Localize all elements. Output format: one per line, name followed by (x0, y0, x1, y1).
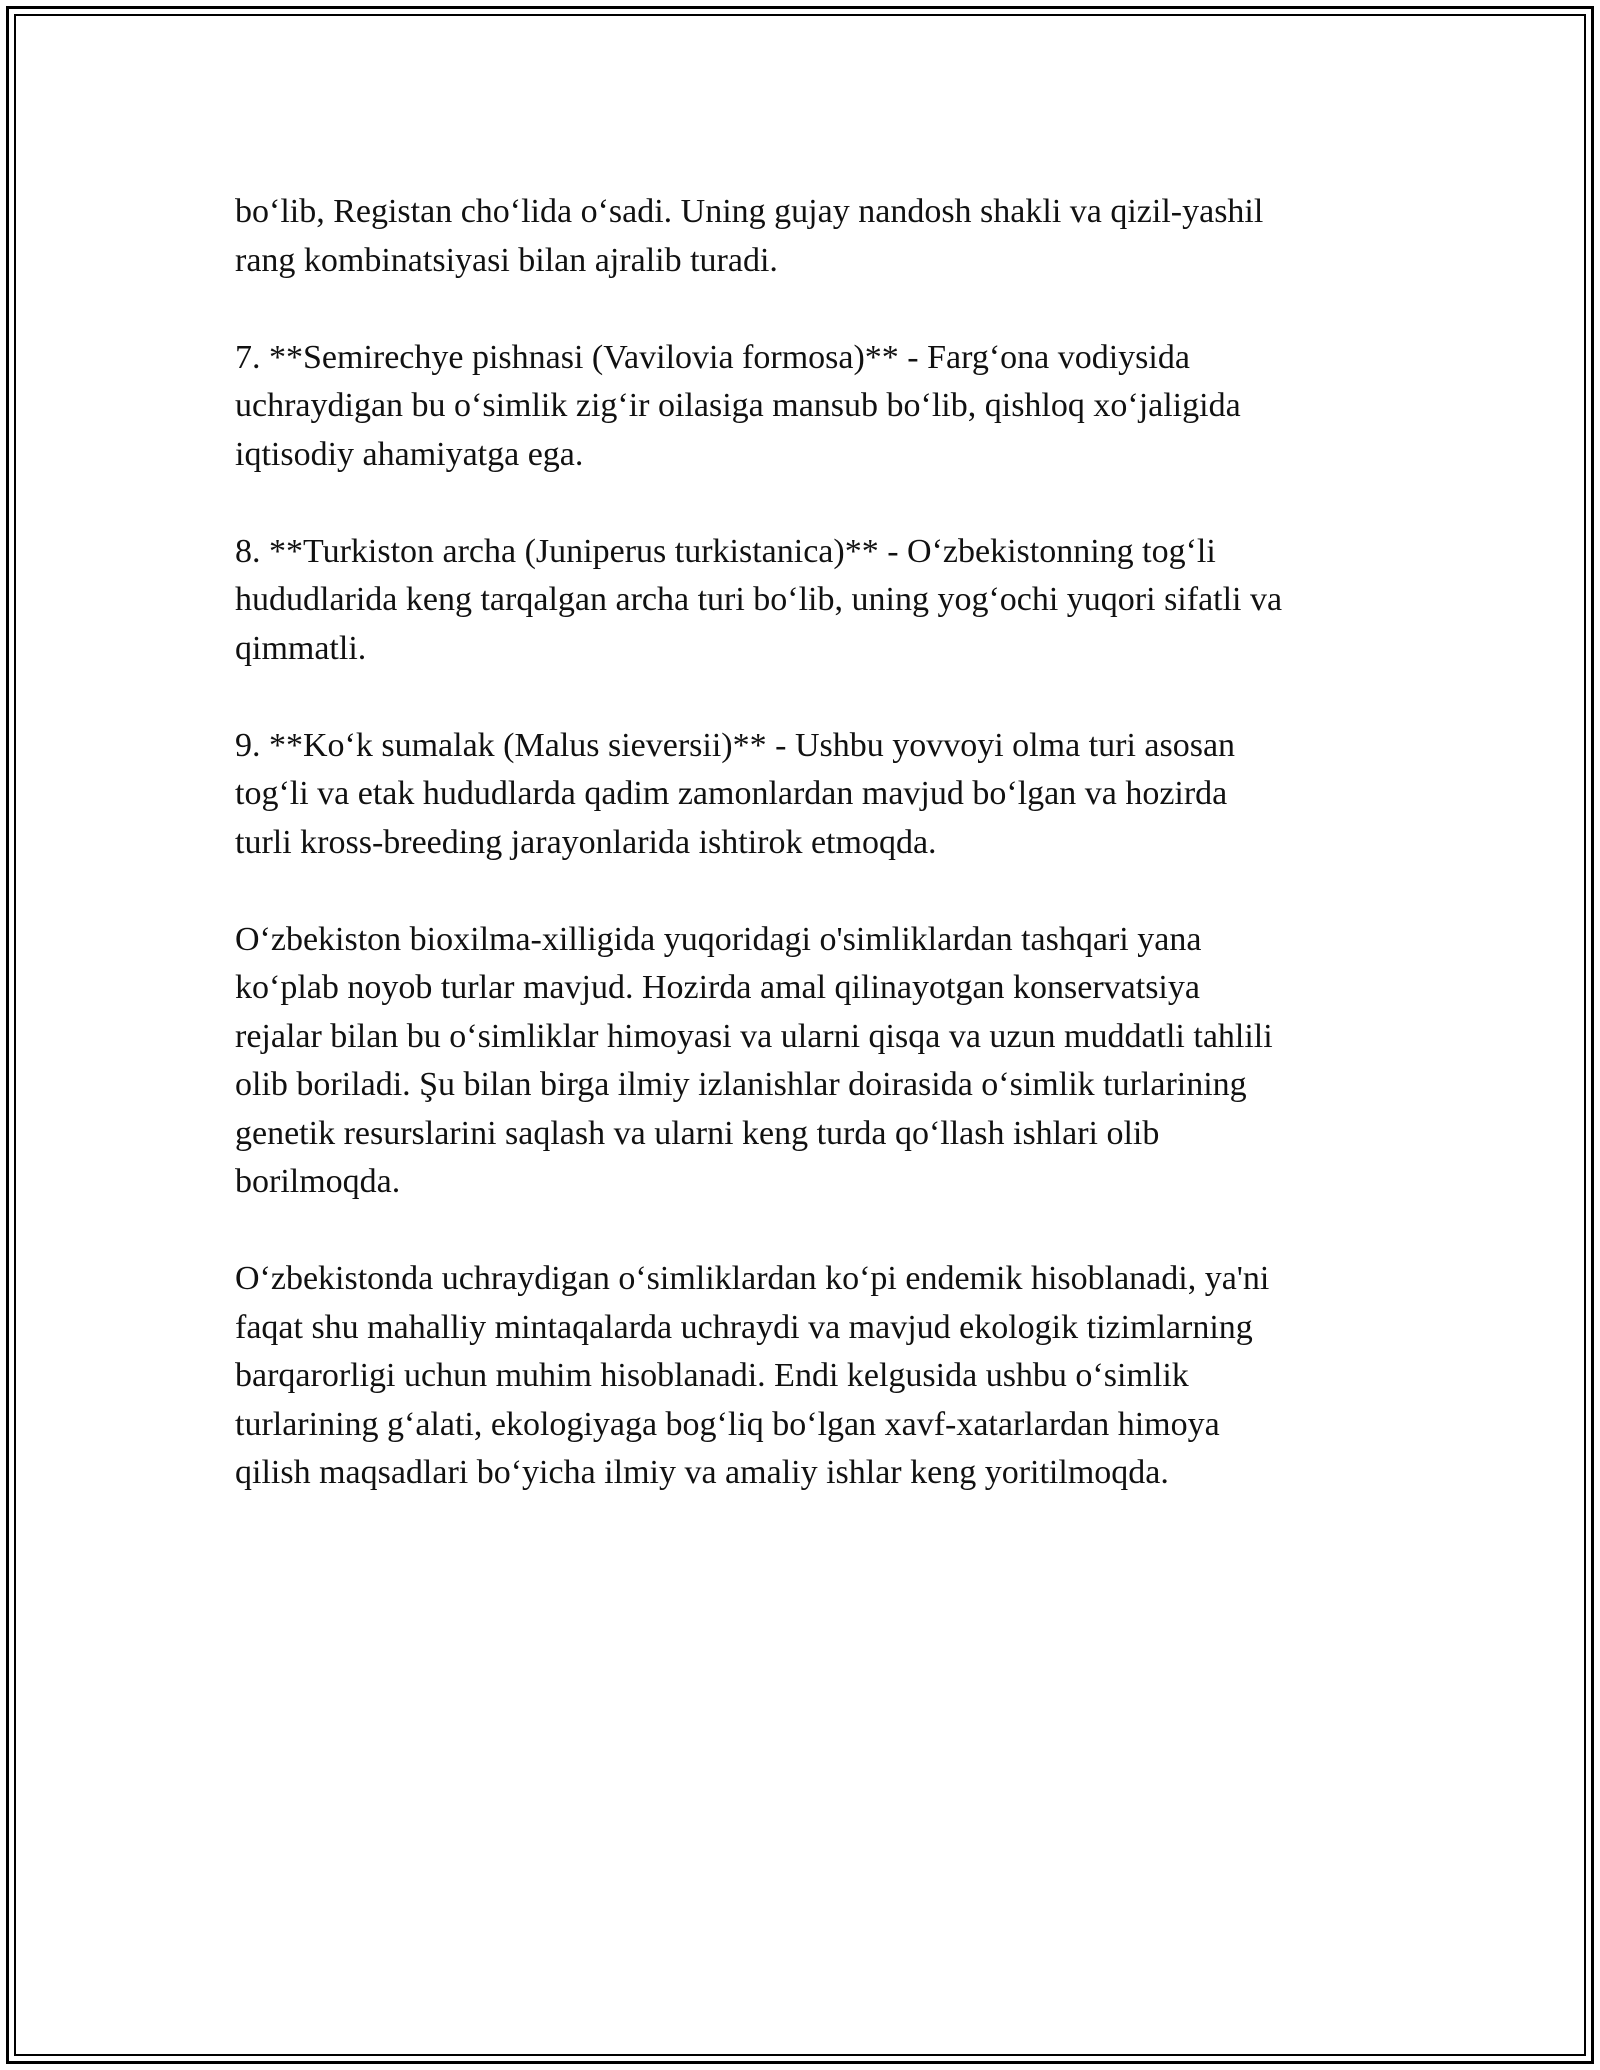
list-item-9 (235, 722, 1375, 868)
text-line: olib boriladi. Şu bilan birga ilmiy izlanishlar doirasida o‘simlik turlarining (235, 1066, 1247, 1103)
list-item-7 (235, 334, 1375, 480)
text-line: turlarining g‘alati, ekologiyaga bog‘liq bo‘lgan xavf-xatarlardan himoya (235, 1405, 1220, 1443)
text-line: faqat shu mahalliy mintaqalarda uchraydi va mavjud ekologik tizimlarning (235, 1308, 1253, 1346)
paragraph-endemic (235, 1255, 1375, 1498)
document-body (235, 188, 1375, 1546)
text-line: turli kross-breeding jarayonlarida ishtirok etmoqda. (235, 823, 937, 861)
text-line: bo‘lib, Registan cho‘lida o‘sadi. Uning gujay nandosh shakli va qizil-yashil (235, 193, 1264, 230)
list-item-8 (235, 528, 1375, 674)
text-line: 7. **Semirechye pishnasi (Vavilovia formosa)** - Farg‘ona vodiysida (235, 338, 1190, 376)
text-line: iqtisodiy ahamiyatga ega. (235, 435, 584, 473)
text-line: genetik resurslarini saqlash va ularni keng turda qo‘llash ishlari olib (235, 1114, 1160, 1152)
text-line: O‘zbekiston bioxilma-xilligida yuqoridagi o'simliklardan tashqari yana (235, 920, 1202, 958)
text-line: qimmatli. (235, 629, 367, 667)
text-line: rang kombinatsiyasi bilan ajralib turadi. (235, 241, 778, 279)
text-line: 8. **Turkiston archa (Juniperus turkistanica)** - O‘zbekistonning tog‘li (235, 532, 1216, 570)
text-line: rejalar bilan bu o‘simliklar himoyasi va ularni qisqa va uzun muddatli tahlili (235, 1017, 1273, 1055)
text-line: barqarorligi uchun muhim hisoblanadi. Endi kelgusida ushbu o‘simlik (235, 1357, 1189, 1394)
paragraph-biodiversity (235, 916, 1375, 1207)
text-line: uchraydigan bu o‘simlik zig‘ir oilasiga mansub bo‘lib, qishloq xo‘jaligida (235, 387, 1241, 424)
text-line: qilish maqsadlari bo‘yicha ilmiy va amaliy ishlar keng yoritilmoqda. (235, 1454, 1169, 1491)
paragraph-continuation (235, 188, 1375, 285)
text-line: ko‘plab noyob turlar mavjud. Hozirda amal qilinayotgan konservatsiya (235, 969, 1200, 1006)
text-line: tog‘li va etak hududlarda qadim zamonlardan mavjud bo‘lgan va hozirda (235, 775, 1228, 812)
text-line: 9. **Ko‘k sumalak (Malus sieversii)** - Ushbu yovvoyi olma turi asosan (235, 726, 1236, 764)
text-line: borilmoqda. (235, 1163, 401, 1200)
text-line: hududlarida keng tarqalgan archa turi bo‘lib, uning yog‘ochi yuqori sifatli va (235, 581, 1283, 618)
text-line: O‘zbekistonda uchraydigan o‘simliklardan ko‘pi endemik hisoblanadi, ya'ni (235, 1260, 1270, 1297)
